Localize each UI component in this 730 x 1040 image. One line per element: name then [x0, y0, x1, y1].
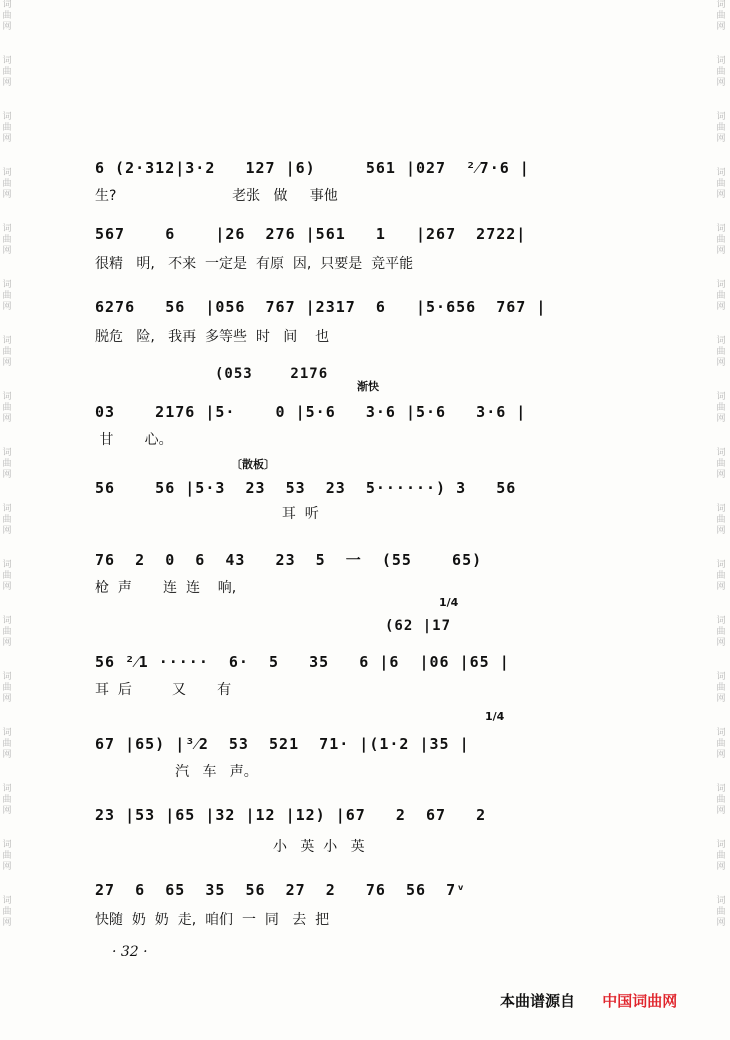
watermark-char: 词 — [2, 840, 12, 850]
watermark-char: 曲 — [2, 403, 12, 413]
watermark-char: 网 — [2, 246, 12, 256]
watermark-char: 词 — [2, 0, 12, 10]
notation-line: 56 56 |5·3 23 53 23 5······) 3 56 — [95, 479, 517, 497]
watermark-group — [716, 168, 725, 201]
watermark-char: 曲 — [2, 851, 12, 861]
watermark-char: 网 — [2, 358, 12, 368]
watermark-char: 词 — [716, 336, 726, 346]
watermark-char: 网 — [2, 134, 12, 144]
watermark-char: 词 — [716, 392, 726, 402]
watermark-group — [2, 504, 11, 537]
watermark-char: 曲 — [716, 515, 726, 525]
watermark-char: 曲 — [2, 11, 12, 21]
watermark-char: 网 — [2, 582, 12, 592]
watermark-char: 词 — [716, 112, 726, 122]
watermark-char: 网 — [2, 862, 12, 872]
watermark-char: 网 — [2, 694, 12, 704]
watermark-char: 词 — [2, 168, 12, 178]
watermark-char: 曲 — [716, 11, 726, 21]
watermark-char: 词 — [716, 280, 726, 290]
watermark-char: 词 — [716, 616, 726, 626]
watermark-char: 词 — [716, 560, 726, 570]
watermark-char: 词 — [716, 728, 726, 738]
watermark-char: 网 — [2, 78, 12, 88]
watermark-group — [2, 392, 11, 425]
watermark-char: 词 — [2, 616, 12, 626]
watermark-char: 词 — [716, 504, 726, 514]
watermark-char: 网 — [716, 302, 726, 312]
meter-marking: 1/4 — [485, 710, 505, 723]
watermark-group — [716, 0, 725, 33]
watermark-char: 词 — [2, 672, 12, 682]
watermark-char: 网 — [2, 918, 12, 928]
watermark-char: 网 — [2, 470, 12, 480]
watermark-char: 网 — [716, 526, 726, 536]
lyrics-line: 汽 车 声。 — [95, 764, 258, 780]
watermark-char: 网 — [716, 22, 726, 32]
watermark-group — [2, 0, 11, 33]
lyrics-line: 小 英 小 英 — [95, 839, 365, 855]
watermark-char: 曲 — [716, 179, 726, 189]
watermark-char: 曲 — [716, 851, 726, 861]
watermark-group — [2, 224, 11, 257]
watermark-char: 网 — [2, 302, 12, 312]
watermark-char: 网 — [2, 190, 12, 200]
watermark-char: 网 — [716, 414, 726, 424]
watermark-char: 网 — [716, 638, 726, 648]
watermark-char: 网 — [716, 78, 726, 88]
watermark-right — [714, 0, 728, 1040]
watermark-char: 曲 — [2, 683, 12, 693]
watermark-group — [2, 280, 11, 313]
watermark-char: 曲 — [2, 571, 12, 581]
watermark-char: 网 — [716, 862, 726, 872]
watermark-left — [0, 0, 14, 1040]
watermark-char: 词 — [2, 56, 12, 66]
watermark-char: 网 — [716, 806, 726, 816]
notation-line: 6276 56 |056 767 |2317 6 |5·656 767 | — [95, 298, 547, 316]
watermark-char: 网 — [716, 582, 726, 592]
notation-line: 6 (2·312|3·2 127 |6) 561 |027 ²⁄7·6 | — [95, 159, 530, 177]
watermark-char: 曲 — [2, 459, 12, 469]
lyrics-line: 快随 奶 奶 走, 咱们 一 同 去 把 — [95, 912, 330, 928]
lyrics-line: 脱危 险, 我再 多等些 时 间 也 — [95, 329, 330, 345]
tempo-marking: 渐快 — [357, 380, 379, 393]
watermark-char: 曲 — [716, 67, 726, 77]
watermark-char: 词 — [2, 896, 12, 906]
watermark-char: 曲 — [2, 67, 12, 77]
watermark-char: 词 — [716, 448, 726, 458]
watermark-char: 词 — [2, 504, 12, 514]
watermark-char: 词 — [2, 448, 12, 458]
watermark-char: 网 — [2, 638, 12, 648]
watermark-group — [716, 224, 725, 257]
notation-line: 67 |65) |³⁄2 53 521 71· |(1·2 |35 | — [95, 735, 470, 753]
watermark-group — [716, 840, 725, 873]
watermark-char: 网 — [2, 750, 12, 760]
bracket-notation: (62 |17 — [385, 618, 452, 634]
watermark-char: 词 — [716, 224, 726, 234]
watermark-char: 词 — [2, 728, 12, 738]
watermark-group — [2, 728, 11, 761]
watermark-char: 网 — [716, 246, 726, 256]
watermark-char: 曲 — [2, 739, 12, 749]
watermark-char: 曲 — [2, 795, 12, 805]
watermark-group — [716, 392, 725, 425]
watermark-char: 曲 — [2, 627, 12, 637]
watermark-char: 网 — [716, 750, 726, 760]
watermark-char: 词 — [716, 840, 726, 850]
notation-line: 56 ²⁄1 ····· 6· 5 35 6 |6 |06 |65 | — [95, 653, 510, 671]
notation-line: 76 2 0 6 43 23 5 一 (55 65) — [95, 551, 483, 569]
source-footer — [500, 990, 677, 1011]
watermark-char: 网 — [2, 414, 12, 424]
watermark-char: 曲 — [716, 291, 726, 301]
notation-line: 27 6 65 35 56 27 2 76 56 7ᵛ — [95, 881, 467, 899]
watermark-char: 网 — [2, 806, 12, 816]
source-label: 本曲谱源自 — [500, 992, 576, 1010]
watermark-group — [716, 448, 725, 481]
lyrics-line: 枪 声 连 连 响, — [95, 580, 237, 596]
watermark-char: 词 — [2, 112, 12, 122]
notation-line: 03 2176 |5· 0 |5·6 3·6 |5·6 3·6 | — [95, 403, 527, 421]
lyrics-line: 很精 明, 不来 一定是 有原 因, 只要是 竞平能 — [95, 256, 414, 272]
lyrics-line: 甘 心。 — [95, 432, 173, 448]
watermark-char: 词 — [2, 784, 12, 794]
watermark-char: 网 — [716, 918, 726, 928]
watermark-group — [716, 112, 725, 145]
bracket-notation: (053 2176 — [215, 366, 329, 382]
watermark-char: 词 — [716, 56, 726, 66]
watermark-char: 网 — [716, 190, 726, 200]
watermark-char: 曲 — [2, 291, 12, 301]
watermark-char: 曲 — [716, 347, 726, 357]
watermark-group — [716, 728, 725, 761]
watermark-char: 词 — [2, 336, 12, 346]
watermark-char: 词 — [2, 560, 12, 570]
watermark-group — [716, 336, 725, 369]
watermark-group — [716, 504, 725, 537]
watermark-char: 词 — [716, 0, 726, 10]
watermark-char: 词 — [716, 672, 726, 682]
watermark-char: 网 — [716, 694, 726, 704]
watermark-char: 曲 — [2, 123, 12, 133]
meter-marking: 1/4 — [439, 596, 459, 609]
watermark-group — [716, 672, 725, 705]
watermark-group — [2, 784, 11, 817]
watermark-char: 词 — [716, 784, 726, 794]
watermark-group — [716, 616, 725, 649]
page-number: · 32 · — [112, 944, 148, 960]
watermark-char: 曲 — [2, 907, 12, 917]
watermark-char: 曲 — [716, 459, 726, 469]
watermark-group — [2, 560, 11, 593]
watermark-char: 曲 — [2, 347, 12, 357]
watermark-group — [2, 336, 11, 369]
watermark-group — [716, 896, 725, 929]
watermark-char: 曲 — [2, 235, 12, 245]
watermark-group — [2, 448, 11, 481]
watermark-char: 曲 — [716, 795, 726, 805]
site-name[interactable]: 中国词曲网 — [602, 992, 678, 1010]
watermark-char: 网 — [2, 526, 12, 536]
lyrics-line: 耳 后 又 有 — [95, 682, 232, 698]
watermark-char: 曲 — [716, 627, 726, 637]
watermark-char: 网 — [716, 134, 726, 144]
watermark-char: 曲 — [2, 515, 12, 525]
watermark-group — [2, 896, 11, 929]
watermark-char: 网 — [716, 358, 726, 368]
watermark-char: 曲 — [716, 907, 726, 917]
watermark-char: 曲 — [716, 683, 726, 693]
lyrics-line: 耳 听 — [95, 506, 319, 522]
tempo-marking: 〔散板〕 — [231, 458, 275, 471]
watermark-char: 曲 — [716, 571, 726, 581]
watermark-char: 网 — [716, 470, 726, 480]
watermark-group — [716, 560, 725, 593]
watermark-char: 曲 — [716, 123, 726, 133]
watermark-group — [2, 672, 11, 705]
watermark-char: 词 — [2, 392, 12, 402]
watermark-char: 网 — [2, 22, 12, 32]
watermark-group — [716, 784, 725, 817]
watermark-group — [716, 280, 725, 313]
watermark-group — [2, 56, 11, 89]
watermark-char: 曲 — [716, 403, 726, 413]
watermark-group — [2, 112, 11, 145]
watermark-char: 词 — [2, 224, 12, 234]
lyrics-line: 生? 老张 做 事他 — [95, 188, 338, 204]
watermark-char: 词 — [2, 280, 12, 290]
watermark-group — [2, 840, 11, 873]
watermark-group — [716, 56, 725, 89]
watermark-char: 词 — [716, 896, 726, 906]
watermark-char: 曲 — [2, 179, 12, 189]
watermark-char: 曲 — [716, 739, 726, 749]
watermark-char: 曲 — [716, 235, 726, 245]
notation-line: 567 6 |26 276 |561 1 |267 2722| — [95, 225, 527, 243]
watermark-group — [2, 616, 11, 649]
watermark-char: 词 — [716, 168, 726, 178]
notation-line: 23 |53 |65 |32 |12 |12) |67 2 67 2 — [95, 806, 487, 824]
watermark-group — [2, 168, 11, 201]
